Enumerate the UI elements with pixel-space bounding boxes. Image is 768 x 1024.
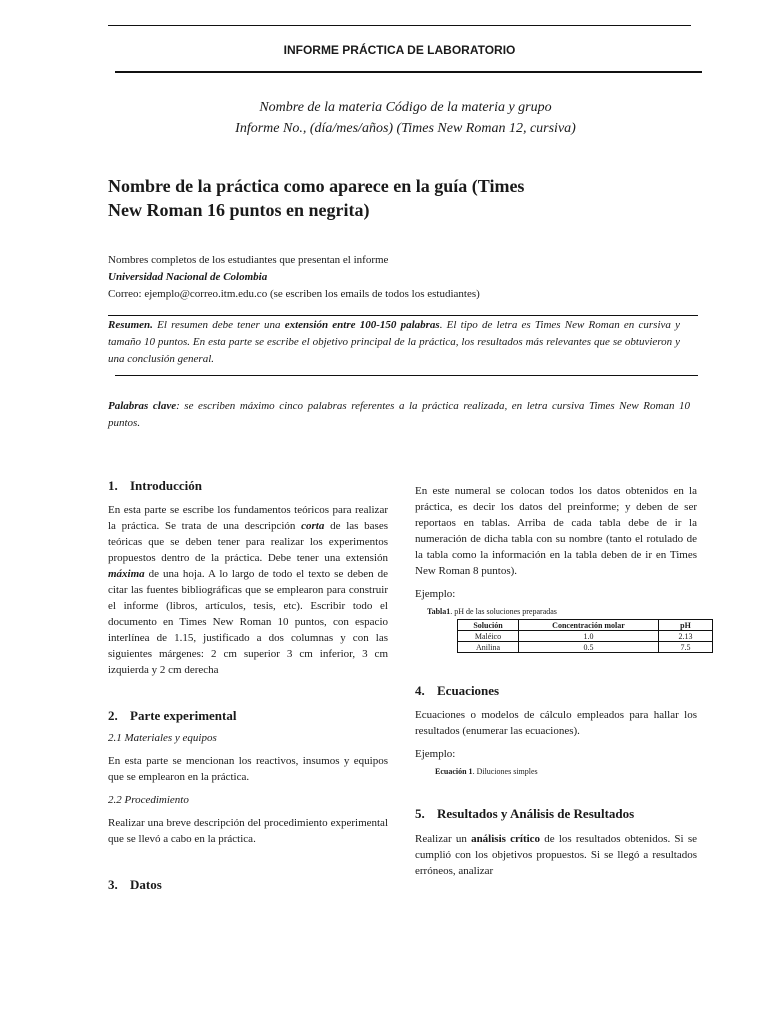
- section-resultados-heading: [415, 806, 697, 822]
- subsection-materiales: 2.1 Materiales y equipos: [108, 732, 217, 744]
- author-names: Nombres completos de los estudiantes que presentan el informe: [108, 254, 389, 266]
- emphasis-text: corta: [301, 520, 325, 532]
- section-number: 5.: [415, 806, 425, 821]
- ecuaciones-example-label: Ejemplo:: [415, 748, 456, 760]
- author-university: Universidad Nacional de Colombia: [108, 271, 268, 283]
- section-number: 4.: [415, 683, 425, 698]
- text: de los resultados obtenidos. Si se cumplió con los objetivos propuestos. Si se llegó a resultados erróneos, analizar: [415, 833, 697, 877]
- equation-caption-text: . Diluciones simples: [472, 767, 538, 776]
- table-cell: Anilina: [458, 642, 519, 653]
- abstract-bottom-rule: [115, 375, 698, 376]
- table-caption-text: . pH de las soluciones preparadas: [450, 607, 557, 616]
- equation-caption: [435, 767, 697, 776]
- practice-title-line1: Nombre de la práctica como aparece en la guía (Times: [108, 176, 525, 196]
- subject-line: Nombre de la materia Código de la materia y grupo: [259, 100, 552, 115]
- section-ecuaciones-heading: [415, 683, 697, 699]
- table-header-cell: pH: [659, 620, 713, 631]
- abstract-text-2: . El tipo de letra es Times New Roman en cursiva y tamaño 10 puntos. En esta parte se escribe el objetivo principal de la práctica, los resultados más relevantes que se obtuvieron y una conclusión general.: [108, 319, 680, 365]
- text: Realizar un: [415, 833, 472, 845]
- section-title: Datos: [130, 877, 162, 892]
- table-row: [458, 631, 713, 642]
- table-cell: 2.13: [659, 631, 713, 642]
- section-title: Introducción: [130, 478, 202, 493]
- section-title: Resultados y Análisis de Resultados: [437, 806, 635, 821]
- keywords: [108, 398, 690, 432]
- materiales-paragraph: En esta parte se mencionan los reactivos, insumos y equipos que se emplearon en la práctica.: [108, 755, 388, 783]
- abstract-text-1: El resumen debe tener una: [152, 319, 285, 331]
- procedimiento-paragraph: Realizar una breve descripción del procedimiento experimental que se llevó a cabo en la práctica.: [108, 817, 388, 845]
- ph-table: [457, 619, 713, 653]
- text: En esta parte se escribe los fundamentos teóricos para realizar la práctica. Se trata de una descripción: [108, 504, 388, 532]
- table-header-cell: Concentración molar: [519, 620, 659, 631]
- text: de una hoja. A lo largo de todo el texto se deben de citar las fuentes bibliográficas que se emplearon para construir el informe (libros, artículos, tesis, etc). Escribir todo el documento en Times New Roman 10 puntos, con espacio interlínea de 1.15, justificado a dos columnas y con las siguientes márgenes: 2 cm superior 3 cm inferior, 3 cm izquierda y 2 cm derecha: [108, 568, 388, 676]
- header-rule: [115, 71, 702, 73]
- section-title: Ecuaciones: [437, 683, 500, 698]
- section-number: 2.: [108, 708, 118, 723]
- abstract-top-rule: [108, 315, 698, 316]
- datos-paragraph: En este numeral se colocan todos los datos obtenidos en la práctica, es decir los datos del preinforme; y deben de ser reportaos en tablas. Arriba de cada tabla debe de ir la numeración de dicha tabla con su nombre (tanto el rotulado de la tabla como la información en la tabla deben de ir en Times New Roman 8 puntos).: [415, 485, 697, 577]
- table-caption: [427, 607, 697, 616]
- subsection-procedimiento: 2.2 Procedimiento: [108, 794, 189, 806]
- section-title: Parte experimental: [130, 708, 237, 723]
- emphasis-text: máxima: [108, 568, 145, 580]
- ecuaciones-paragraph: Ecuaciones o modelos de cálculo empleados para hallar los resultados (enumerar las ecuaciones).: [415, 709, 697, 737]
- datos-example-label: Ejemplo:: [415, 588, 456, 600]
- top-rule: [108, 25, 691, 26]
- emphasis-text: análisis crítico: [471, 833, 541, 845]
- keywords-label: Palabras clave: [108, 400, 177, 412]
- section-number: 1.: [108, 478, 118, 493]
- practice-title-line2: New Roman 16 puntos en negrita): [108, 200, 370, 220]
- table-cell: 7.5: [659, 642, 713, 653]
- table-cell: 1.0: [519, 631, 659, 642]
- section-parte-experimental-heading: [108, 708, 388, 724]
- abstract-label: Resumen.: [108, 319, 153, 331]
- left-column: [108, 478, 388, 893]
- author-email: Correo: ejemplo@correo.itm.edu.co (se escriben los emails de todos los estudiantes): [108, 288, 480, 300]
- section-introduccion-heading: [108, 478, 388, 494]
- report-header-title: INFORME PRÁCTICA DE LABORATORIO: [283, 43, 516, 57]
- keywords-text: : se escriben máximo cinco palabras referentes a la práctica realizada, en letra cursiva Times New Roman 10 puntos.: [108, 400, 690, 429]
- abstract-length-bold: extensión entre 100-150 palabras: [284, 319, 440, 331]
- equation-caption-label: Ecuación 1: [435, 767, 473, 776]
- practice-title: [108, 174, 668, 222]
- introduccion-paragraph: [108, 502, 388, 678]
- author-block: [108, 252, 698, 303]
- section-datos-heading: [108, 877, 388, 893]
- table-row: [458, 642, 713, 653]
- table-cell: 0.5: [519, 642, 659, 653]
- table-header-cell: Solución: [458, 620, 519, 631]
- resultados-paragraph: [415, 831, 697, 879]
- table-caption-label: Tabla1: [427, 607, 451, 616]
- abstract: [108, 317, 680, 368]
- right-column: [415, 483, 697, 879]
- section-number: 3.: [108, 877, 118, 892]
- table-cell: Maléico: [458, 631, 519, 642]
- report-number-line: Informe No., (día/mes/años) (Times New Roman 12, cursiva): [235, 121, 576, 136]
- table-header-row: [458, 620, 713, 631]
- text: de las bases teóricas que se deben tener para realizar los experimentos propuestos dentro de la práctica. Debe tener una extensión: [108, 520, 388, 564]
